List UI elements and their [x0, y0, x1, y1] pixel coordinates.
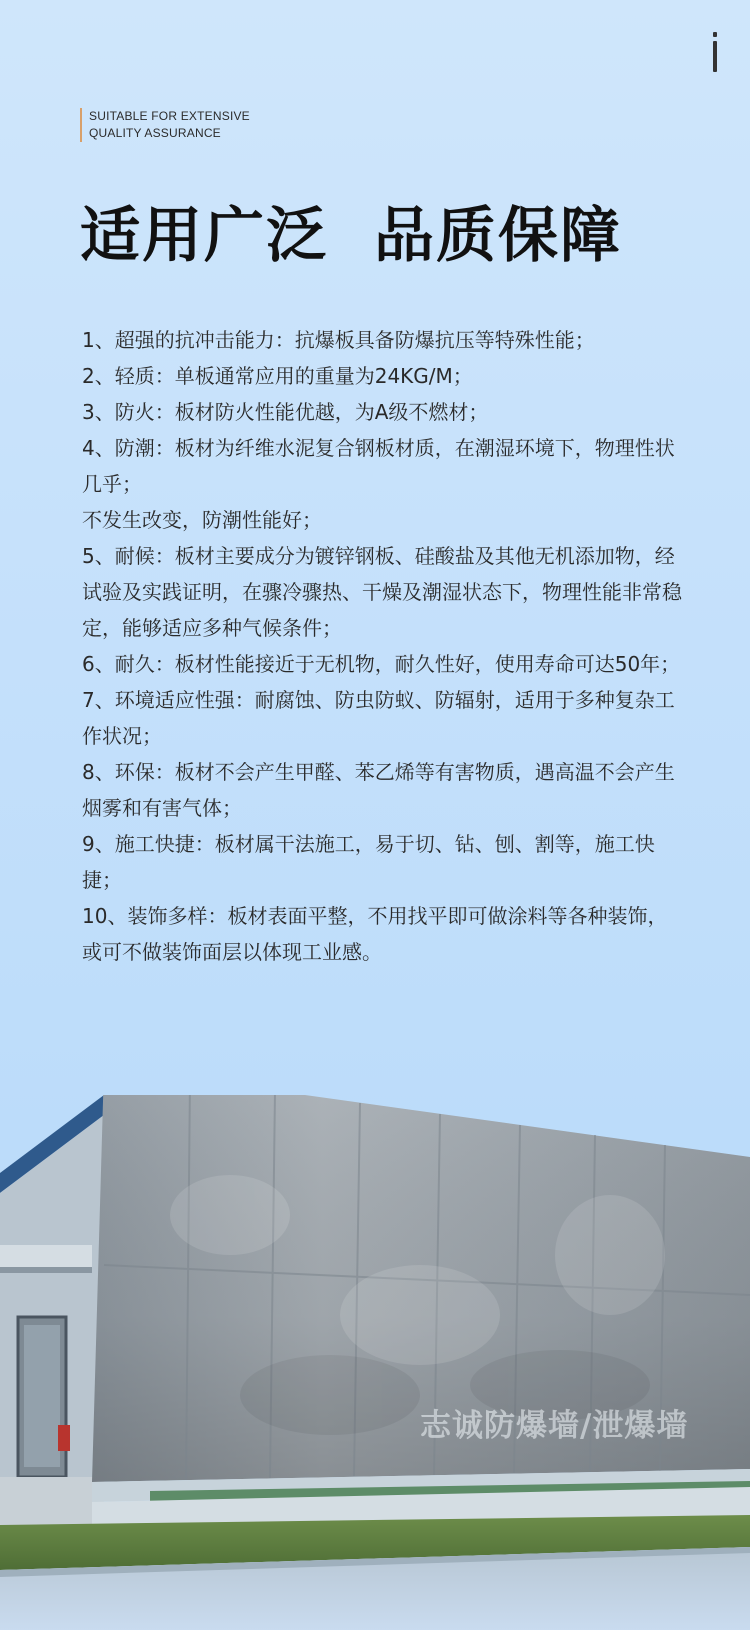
feature-item-1: 1、超强的抗冲击能力：抗爆板具备防爆抗压等特殊性能；: [82, 328, 595, 352]
feature-item-7: 7、环境适应性强：耐腐蚀、防虫防蚁、防辐射，适用于多种复杂工作状况；: [82, 688, 675, 748]
feature-item-8: 8、环保：板材不会产生甲醛、苯乙烯等有害物质，遇高温不会产生烟雾和有害气体；: [82, 760, 675, 820]
feature-item-10: 10、装饰多样：板材表面平整，不用找平即可做涂料等各种装饰，或可不做装饰面层以体现工业感。: [82, 904, 668, 964]
title-part-1: 适用广泛: [80, 201, 328, 271]
feature-item-9: 9、施工快捷：板材属干法施工，易于切、钻、刨、割等，施工快捷；: [82, 832, 655, 892]
tagline-line-2: QUALITY ASSURANCE: [89, 126, 221, 140]
tagline-line-1: SUITABLE FOR EXTENSIVE: [89, 109, 250, 123]
title-part-2: 品质保障: [374, 201, 622, 271]
feature-item-4-continued: 不发生改变，防潮性能好；: [82, 508, 322, 532]
info-icon: [712, 32, 718, 72]
feature-item-6: 6、耐久：板材性能接近于无机物，耐久性好，使用寿命可达50年；: [82, 652, 681, 676]
feature-item-2: 2、轻质：单板通常应用的重量为24KG/M；: [82, 364, 473, 388]
feature-item-5: 5、耐候：板材主要成分为镀锌钢板、硅酸盐及其他无机添加物，经试验及实践证明，在骤冷骤热、干燥及潮湿状态下，物理性能非常稳定，能够适应多种气候条件；: [82, 544, 682, 640]
page-title: [80, 196, 622, 276]
feature-item-3: 3、防火：板材防火性能优越，为A级不燃材；: [82, 400, 489, 424]
building-photo: [0, 1095, 750, 1630]
canopy: [0, 1245, 92, 1267]
feature-item-4: 4、防潮：板材为纤维水泥复合钢板材质，在潮湿环境下，物理性状几乎；: [82, 436, 675, 496]
tagline: [80, 108, 250, 142]
watermark-text: 志诚防爆墙/泄爆墙: [420, 1408, 689, 1444]
feature-list: [82, 322, 682, 970]
